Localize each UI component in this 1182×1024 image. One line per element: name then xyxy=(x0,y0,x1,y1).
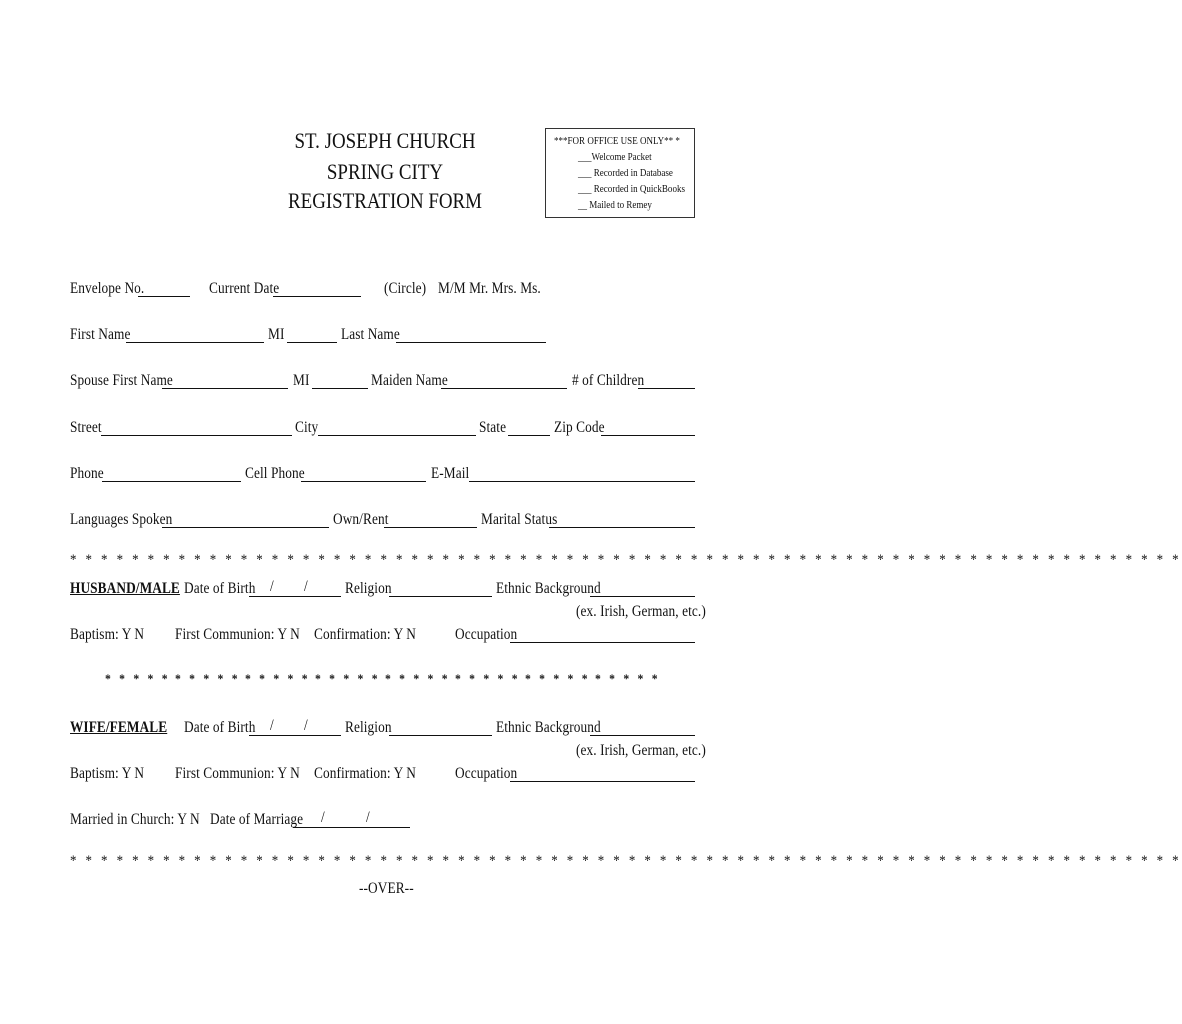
languages-field[interactable] xyxy=(162,527,329,528)
email-field[interactable] xyxy=(469,481,695,482)
mi-field[interactable] xyxy=(287,342,337,343)
current-date-field[interactable] xyxy=(273,296,361,297)
husband-dob-field[interactable] xyxy=(249,596,341,597)
mini-stars-8: * * * * * xyxy=(595,671,661,686)
husband-ethnic-field[interactable] xyxy=(590,596,695,597)
street-field[interactable] xyxy=(101,435,292,436)
title-city: SPRING CITY xyxy=(326,159,444,184)
wife-first-communion[interactable]: First Communion: Y N xyxy=(175,765,300,782)
wife-occupation-field[interactable] xyxy=(510,781,695,782)
mini-stars-4: * * * * * xyxy=(315,671,381,686)
cell-phone-field[interactable] xyxy=(301,481,426,482)
husband-ethnic-label: Ethnic Background xyxy=(496,580,601,597)
husband-occupation-field[interactable] xyxy=(510,642,695,643)
separator-top: * * * * * * * * * * * * * * * * * * * * * * * * * * * * * * * * * * * * * * * * * * * * * * * * * * * * * * * * * * * * * * * * * * * * * * * * xyxy=(70,552,1182,568)
over-label: --OVER-- xyxy=(359,880,414,897)
envelope-label: Envelope No. xyxy=(70,280,145,297)
title-church: ST. JOSEPH CHURCH xyxy=(294,128,476,153)
city-label: City xyxy=(295,419,319,436)
wife-ethnic-example: (ex. Irish, German, etc.) xyxy=(576,742,706,759)
wife-dob-label: Date of Birth xyxy=(184,719,256,736)
office-item-welcome: ___Welcome Packet xyxy=(578,151,652,163)
children-field[interactable] xyxy=(638,388,695,389)
wife-baptism[interactable]: Baptism: Y N xyxy=(70,765,145,782)
married-in-church[interactable]: Married in Church: Y N xyxy=(70,811,200,828)
phone-label: Phone xyxy=(70,465,104,482)
office-use-box xyxy=(545,128,695,218)
state-label: State xyxy=(479,419,507,436)
wife-dob-field[interactable] xyxy=(249,735,341,736)
husband-confirmation[interactable]: Confirmation: Y N xyxy=(314,626,416,643)
maiden-name-field[interactable] xyxy=(441,388,567,389)
own-rent-label: Own/Rent xyxy=(333,511,389,528)
mini-stars-1: * * * * * xyxy=(105,671,171,686)
wife-occupation-label: Occupation xyxy=(455,765,518,782)
wife-dob-slash-1: / xyxy=(270,717,274,734)
first-name-field[interactable] xyxy=(126,342,264,343)
email-label: E-Mail xyxy=(431,465,470,482)
zip-field[interactable] xyxy=(601,435,695,436)
spouse-mi-label: MI xyxy=(293,372,310,389)
wife-confirmation[interactable]: Confirmation: Y N xyxy=(314,765,416,782)
husband-heading: HUSBAND/MALE xyxy=(70,580,180,597)
mini-stars-5: * * * * * xyxy=(385,671,451,686)
mi-label: MI xyxy=(268,326,285,343)
marriage-slash-1: / xyxy=(321,809,325,826)
maiden-name-label: Maiden Name xyxy=(371,372,448,389)
date-of-marriage-field[interactable] xyxy=(293,827,410,828)
office-item-quickbooks: ___ Recorded in QuickBooks xyxy=(578,183,685,195)
mini-stars-7: * * * * * xyxy=(525,671,591,686)
spouse-mi-field[interactable] xyxy=(312,388,368,389)
last-name-label: Last Name xyxy=(341,326,400,343)
mini-stars-3: * * * * * xyxy=(245,671,311,686)
marital-status-label: Marital Status xyxy=(481,511,558,528)
husband-dob-slash-2: / xyxy=(304,578,308,595)
husband-dob-label: Date of Birth xyxy=(184,580,256,597)
office-item-database: ___ Recorded in Database xyxy=(578,167,673,179)
languages-label: Languages Spoken xyxy=(70,511,173,528)
husband-first-communion[interactable]: First Communion: Y N xyxy=(175,626,300,643)
husband-occupation-label: Occupation xyxy=(455,626,518,643)
separator-bottom: * * * * * * * * * * * * * * * * * * * * * * * * * * * * * * * * * * * * * * * * * * * * * * * * * * * * * * * * * * * * * * * * * * * * * * * * xyxy=(70,853,1182,869)
marriage-slash-2: / xyxy=(366,809,370,826)
wife-religion-label: Religion xyxy=(345,719,392,736)
husband-ethnic-example: (ex. Irish, German, etc.) xyxy=(576,603,706,620)
children-label: # of Children xyxy=(572,372,645,389)
state-field[interactable] xyxy=(508,435,550,436)
wife-heading: WIFE/FEMALE xyxy=(70,719,168,736)
husband-religion-field[interactable] xyxy=(389,596,492,597)
first-name-label: First Name xyxy=(70,326,131,343)
zip-label: Zip Code xyxy=(554,419,605,436)
cell-phone-label: Cell Phone xyxy=(245,465,305,482)
date-of-marriage-label: Date of Marriage xyxy=(210,811,304,828)
wife-religion-field[interactable] xyxy=(389,735,492,736)
husband-baptism[interactable]: Baptism: Y N xyxy=(70,626,145,643)
mini-stars-6: * * * * * xyxy=(455,671,521,686)
own-rent-field[interactable] xyxy=(384,527,477,528)
wife-ethnic-field[interactable] xyxy=(590,735,695,736)
husband-religion-label: Religion xyxy=(345,580,392,597)
city-field[interactable] xyxy=(318,435,476,436)
mini-stars-2: * * * * * xyxy=(175,671,241,686)
current-date-label: Current Date xyxy=(209,280,280,297)
office-use-title: ***FOR OFFICE USE ONLY** * xyxy=(554,135,680,147)
spouse-first-name-label: Spouse First Name xyxy=(70,372,173,389)
street-label: Street xyxy=(70,419,102,436)
title-form: REGISTRATION FORM xyxy=(288,188,482,213)
husband-dob-slash-1: / xyxy=(270,578,274,595)
phone-field[interactable] xyxy=(102,481,241,482)
wife-ethnic-label: Ethnic Background xyxy=(496,719,601,736)
spouse-first-name-field[interactable] xyxy=(162,388,288,389)
title-options[interactable]: M/M Mr. Mrs. Ms. xyxy=(438,280,541,297)
last-name-field[interactable] xyxy=(396,342,546,343)
marital-status-field[interactable] xyxy=(549,527,695,528)
envelope-field[interactable] xyxy=(138,296,190,297)
circle-label: (Circle) xyxy=(384,280,427,297)
wife-dob-slash-2: / xyxy=(304,717,308,734)
office-item-mailed: __ Mailed to Remey xyxy=(578,199,652,211)
